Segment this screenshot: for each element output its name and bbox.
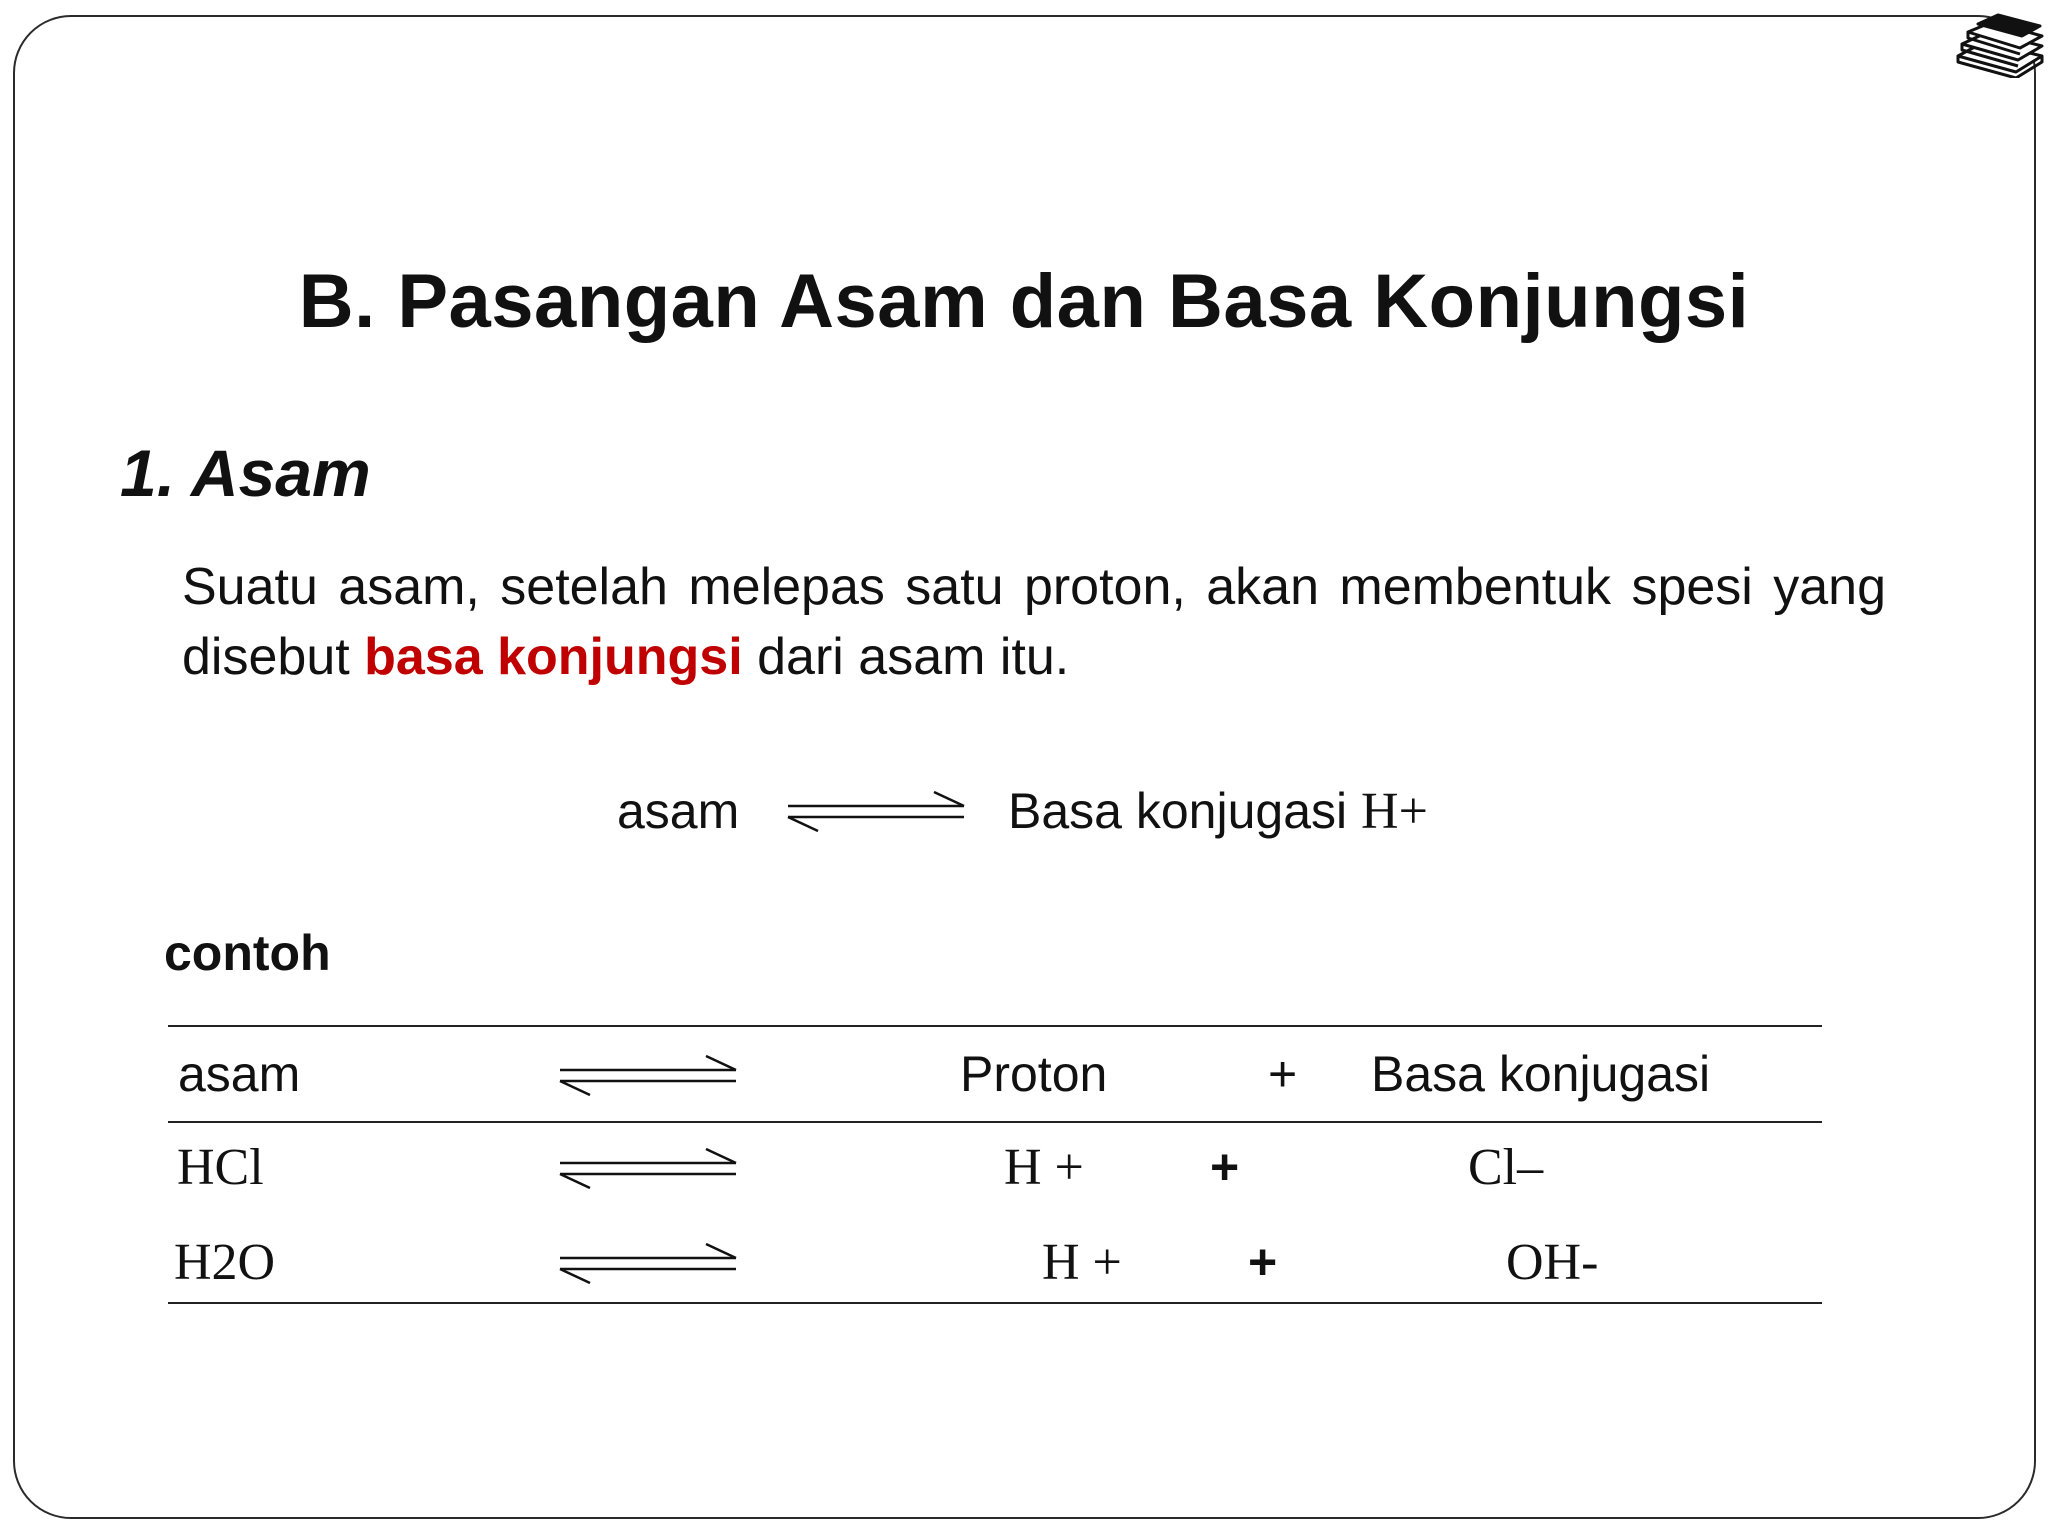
slide-frame: [13, 15, 2036, 1519]
row-conjugate-base: OH-: [1506, 1234, 1599, 1291]
paragraph-text-start: Suatu asam, setelah melepas satu proton, akan membentuk spesi yang disebut: [182, 558, 1886, 686]
equation-right: [1008, 782, 1428, 841]
equilibrium-arrow-icon: [556, 1238, 740, 1290]
row-proton: H +: [1042, 1234, 1122, 1291]
equilibrium-arrow-icon: [556, 1050, 740, 1102]
row-acid: H2O: [174, 1234, 276, 1291]
row-plus: +: [1248, 1234, 1278, 1290]
section-heading: 1. Asam: [120, 436, 371, 510]
definition-paragraph: [182, 552, 1886, 692]
paragraph-text-end: dari asam itu.: [742, 628, 1070, 686]
row-proton: H +: [1004, 1139, 1084, 1196]
header-acid: asam: [178, 1046, 301, 1102]
header-proton: Proton: [960, 1046, 1108, 1102]
equation-left: asam: [617, 783, 740, 839]
table-header-rule: [168, 1121, 1822, 1123]
equilibrium-arrow-icon: [556, 1143, 740, 1195]
equation-product: Basa konjugasi: [1008, 783, 1348, 839]
stacked-books-logo-icon: [1952, 12, 2047, 78]
example-label: contoh: [164, 925, 331, 981]
header-plus: +: [1268, 1046, 1298, 1102]
header-conjugate-base: Basa konjugasi: [1371, 1046, 1711, 1102]
equation-ion: H+: [1361, 783, 1428, 840]
table-top-rule: [168, 1025, 1822, 1027]
row-acid: HCl: [177, 1139, 264, 1196]
slide-title: B. Pasangan Asam dan Basa Konjungsi: [298, 259, 1750, 344]
equilibrium-arrow-icon: [784, 786, 968, 838]
highlighted-term: basa konjungsi: [364, 628, 743, 686]
table-bottom-rule: [168, 1302, 1822, 1304]
row-conjugate-base: Cl–: [1468, 1139, 1544, 1196]
row-plus: +: [1210, 1139, 1240, 1195]
